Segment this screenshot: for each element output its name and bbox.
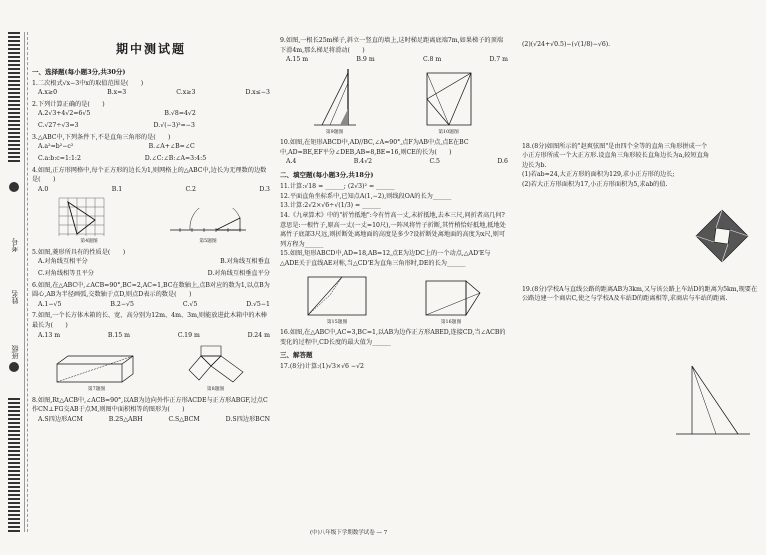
option: C.8 m (422, 56, 442, 64)
question-15: 15.如图,矩形ABCD中,AD=18,AB=12,点E为边DC上的一个动点,△AD'E与△ADE关于直线AE对称,当△CD'E为直角三角形时,DE的长为______ (280, 250, 491, 268)
question-14: 14.《九章算术》中的"折竹抵地":今有竹高一丈,末折抵地,去本三尺,问折者高几何?意思是:一根竹子,原高一丈(一丈=10尺),一阵风将竹子折断,其竹梢恰好抵地,抵地处离竹子底部3尺远,则折断处离地面的高度是多少?设折断处离地面的高度为x尺,则可列方程为______ (280, 211, 506, 248)
ladder-figure (310, 67, 360, 129)
question-17-part-2: (2)(√24+√0.5)−(√(1/8)−√6). (522, 41, 611, 48)
option: B.对角线互相垂直 (220, 258, 270, 266)
figure-caption: 第7题图 (87, 387, 106, 393)
question-8-options (32, 415, 270, 425)
rectangle-figure (419, 67, 479, 129)
question-10: 10.如图,在矩形ABCD中,AD//BC,∠A=90°,点F为AB中点,点E在BC中,AD=BE,EF平分∠DEB,AB=8,BE=16,则CE的长为( ) (280, 139, 469, 156)
option: A.对角线互相平分 (38, 258, 88, 266)
figure-caption: 第4题图 (80, 239, 98, 245)
option: A.a²=b²−c² (38, 143, 74, 151)
option: B.√8=4√2 (164, 110, 196, 118)
section-heading: 一、选择题(每小题3分,共30分) (32, 67, 126, 76)
question-16: 16.如图,在△ABC中,AC=3,BC=1,以AB为边作正方形ABED,连接CD,当∠ACB的变化的过程中,CD长度的最大值为______ (280, 329, 506, 346)
option: A.S四边形ACM (38, 415, 83, 423)
road-figure (672, 358, 752, 448)
option: B.1 (111, 185, 123, 193)
option: A.13 m (38, 331, 61, 339)
figure-caption: 第15题图 (326, 319, 348, 325)
question-1-options (32, 88, 270, 98)
road-figure-wrap (672, 358, 752, 452)
binding-hole (9, 362, 19, 372)
option: C.19 m (177, 331, 200, 339)
section-heading: 三、解答题 (280, 351, 313, 360)
option: D.x≤−3 (245, 89, 270, 97)
option: B.∠A+∠B=∠C (148, 143, 195, 151)
column-3 (522, 40, 758, 304)
binding-label-name: 姓名 (11, 290, 19, 304)
question-19: 19.(8分)学校A与直线公路的距离AB为3km,又与该公路上车站D的距离为5km,现要在公路边建一个商店C,使之与学校A及车站D的距离相等,求商店与车站的距离. (522, 285, 758, 303)
question-3-options (32, 154, 270, 164)
option: D.对角线互相垂直平分 (207, 270, 270, 277)
figure-caption: 第8题图 (206, 387, 225, 393)
binding-margin (6, 32, 25, 532)
question-3: 3.△ABC中,下列条件下,不是直角三角形的是( ) (32, 133, 171, 141)
question-18-part-2: (2)若大正方形面积为17,小正方形面积为5,求ab的值. (522, 181, 668, 189)
option: C.对角线相等且平分 (38, 270, 94, 277)
option: D.√5−1 (246, 300, 270, 308)
option: D.3 (259, 185, 270, 193)
option: C.a:b:c=1:1:2 (38, 154, 81, 162)
binding-label-id: 考号 (11, 238, 19, 252)
figures-9-10 (280, 67, 508, 136)
answer-space (522, 50, 758, 142)
option: C.√27÷√3=3 (38, 122, 79, 130)
question-5: 5.如图,菱形所具有的性质是( ) (32, 248, 126, 256)
zhao-shuang-figure-wrap (694, 208, 750, 268)
question-1: 1.二次根式√x−3中x的取值范围是( ) (32, 79, 144, 87)
option: A.2√3+4√2=6√5 (38, 110, 91, 118)
question-18-part-1: (1)若ab=24,大正方形的面积为129,求小正方形的边长; (522, 171, 675, 179)
question-11: 11.计算:√18 = ______; (2√3)² = ______ (280, 183, 395, 191)
column-2 (280, 36, 508, 372)
question-10-options (280, 157, 508, 167)
binding-stripe-top (8, 32, 20, 162)
option: D.6 (497, 158, 508, 166)
binding-hole (9, 182, 19, 192)
zhao-shuang-figure (694, 208, 750, 264)
question-8: 8.如图,Rt△ACB中,∠ACB=90°,以AB为边向外作正方形ACDE与正方形ABGF,过点C作CN⊥FG交AB于点M,则图中面积相等的图形为( ) (32, 396, 268, 414)
option: B.4√2 (353, 158, 373, 166)
figure-caption: 第10题图 (438, 129, 459, 135)
option: C.5 (429, 158, 440, 166)
figures-4-5 (32, 196, 270, 245)
option: D.S四边形BCN (225, 415, 270, 423)
option: C.√5 (182, 300, 198, 308)
question-17: 17.(8分)计算:(1)√3×√6 −√2 (280, 363, 364, 371)
option: A.1−√5 (38, 300, 62, 308)
square-triangle-figure (416, 271, 486, 319)
option: A.4 (286, 158, 297, 166)
figures-7-8 (32, 342, 270, 393)
figure-caption: 第5题图 (199, 239, 217, 245)
question-5-options (32, 257, 270, 267)
question-9: 9.如图,一根长25m梯子,斜立一竖直的墙上,这时梯足距离底端7m,如果梯子的顶端下滑4m,那么梯足将滑动( ) (280, 37, 503, 54)
option: C.x≥3 (176, 89, 196, 97)
question-13: 13.计算:2√2×√6÷√(1/3) = ______ (280, 202, 381, 210)
squares-figure (181, 342, 251, 386)
option: B.2S△ABH (108, 415, 143, 423)
option: A.x≥0 (38, 89, 58, 97)
figure-caption: 第16题图 (440, 319, 462, 325)
binding-label-class: 班级 (11, 345, 19, 359)
question-6: 6.如图,在△ABC中,∠ACB=90°,BC=2,AC=1,BC在数轴上,点B对应的数为1,以点B为圆心,AB为半径画弧,交数轴于点D,则点D表示的数是( ) (32, 281, 270, 299)
section-heading: 二、填空题(每小题3分,共18分) (280, 171, 374, 180)
question-2-options (32, 121, 270, 131)
question-3-options (32, 142, 270, 152)
question-12: 12.平面直角坐标系中,已知点A(1,−2),则线段OA的长为______ (280, 192, 452, 200)
page-footer: (中)八年级下学期数学试卷 — 7 (310, 530, 388, 536)
option: C.S△BCM (168, 415, 200, 423)
fold-rectangle-figure (302, 271, 372, 319)
question-9-options (280, 55, 508, 65)
box-figure (52, 352, 142, 386)
option: A.0 (38, 185, 49, 193)
column-1 (32, 0, 270, 427)
option: D.∠C:∠B:∠A=3:4:5 (144, 154, 207, 162)
question-6-options (32, 300, 270, 310)
option: C.2 (185, 185, 196, 193)
option: B.x=3 (107, 89, 127, 97)
number-line-figure (168, 208, 248, 238)
question-7: 7.如图,一个长方体木箱的长、宽、高分别为12m、4m、3m,则能放进此木箱中的木棒最长为( ) (32, 312, 267, 330)
question-4-options (32, 185, 270, 195)
question-18: 18.(8分)如图所示的"赵爽弦图"是由四个全等的直角三角形拼成一个小正方形所成一个大正方形.设直角三角形较长直角边长为a,较短直角边长为b. (522, 142, 710, 169)
option: D.7 m (489, 56, 508, 64)
question-2-options (32, 109, 270, 119)
question-5-options (32, 269, 270, 279)
option: A.15 m (286, 56, 309, 64)
figures-15-16 (280, 271, 508, 326)
figure-caption: 第9题图 (325, 129, 344, 135)
question-7-options (32, 331, 270, 341)
binding-stripe-bottom (8, 397, 20, 532)
option: B.15 m (107, 331, 131, 339)
option: D.√(−3)²=−3 (153, 122, 195, 130)
option: B.2−√5 (110, 300, 134, 308)
option: B.9 m (356, 56, 375, 64)
option: D.24 m (247, 331, 270, 339)
page-title: 期中测试题 (115, 42, 186, 56)
question-2: 2.下列计算正确的是( ) (32, 100, 105, 108)
question-4: 4.如图,正方形网格中,每个正方形的边长为1,则网格上的△ABC中,边长为无理数的边数是( ) (32, 166, 267, 184)
cut-line (27, 32, 28, 532)
grid-triangle-figure (54, 196, 124, 238)
